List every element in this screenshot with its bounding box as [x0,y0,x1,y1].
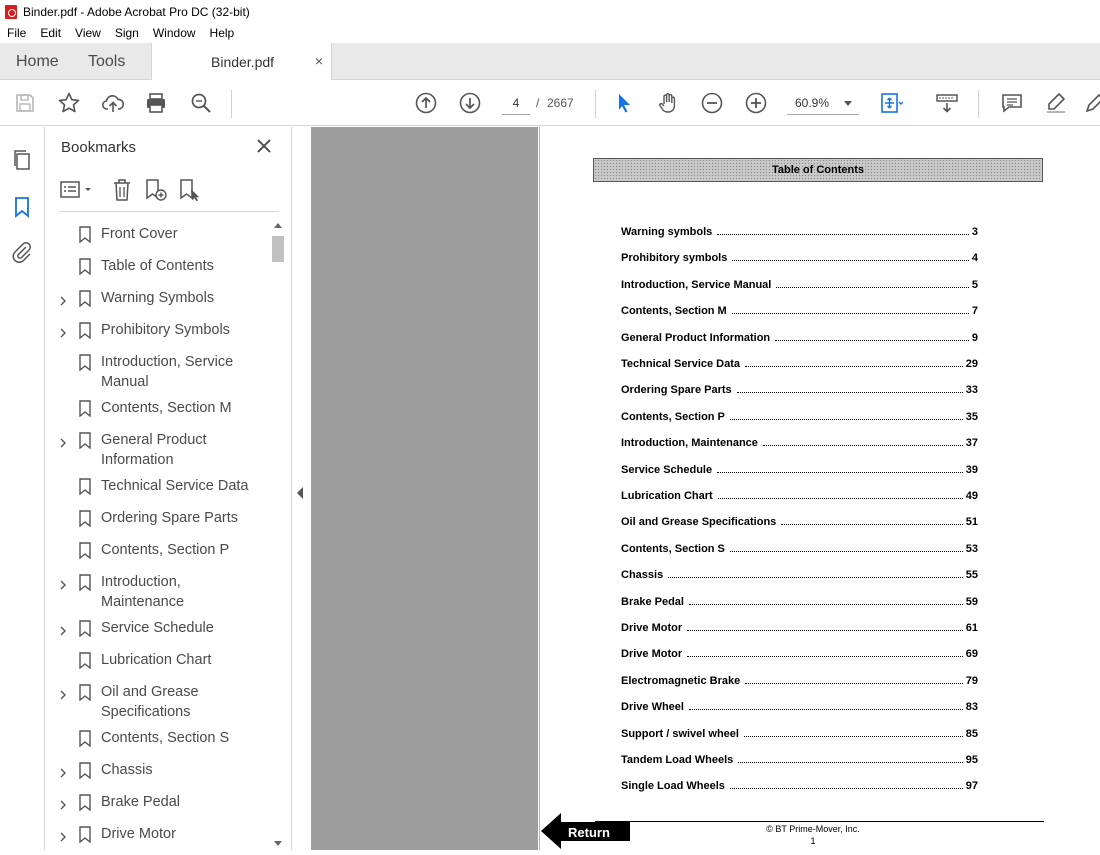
upload-cloud-icon[interactable] [100,90,126,116]
pages-icon[interactable] [10,148,34,172]
toc-entry-title: Contents, Section P [621,411,725,423]
toc-entry-title: Prohibitory symbols [621,252,728,264]
toc-leader [687,656,963,657]
toc-leader [781,524,962,525]
toc-entry[interactable] [621,673,978,687]
delete-bookmark-icon[interactable] [109,177,135,203]
footer-company: © BT Prime-Mover, Inc. [766,824,860,834]
toc-entry-page: 83 [965,701,978,713]
toc-entry-page: 69 [965,648,978,660]
menu-window[interactable]: Window [152,26,196,40]
toc-entry[interactable] [621,620,978,634]
chevron-right-icon[interactable] [58,797,68,807]
toc-entry[interactable] [621,277,978,291]
toc-leader [763,445,963,446]
toc-entry-page: 33 [965,384,978,396]
toc-leader [732,260,969,261]
close-tab-icon[interactable]: × [314,53,323,69]
page-down-icon[interactable] [457,90,483,116]
toc-entry-page: 79 [965,675,978,687]
menu-view[interactable]: View [75,26,101,40]
toc-entry-page: 4 [971,252,978,264]
bookmark-search-icon[interactable] [177,177,203,203]
page-up-icon[interactable] [413,90,439,116]
toc-entry[interactable] [621,435,978,449]
toc-entry[interactable] [621,330,978,344]
divider [59,211,279,212]
toc-entry-page: 59 [965,596,978,608]
bookmark-label: Technical Service Data [101,478,249,494]
return-button[interactable] [541,812,631,850]
bookmark-icon [79,322,91,339]
toc-entry[interactable] [621,699,978,713]
toc-entry-title: Contents, Section S [621,543,725,555]
toc-entry[interactable] [621,646,978,660]
toc-entry[interactable] [621,752,978,766]
toc-leader [718,498,963,499]
toc-entry-page: 53 [965,543,978,555]
toc-entry-title: Contents, Section M [621,305,727,317]
bookmark-icon [79,574,91,591]
toc-entry[interactable] [621,382,978,396]
chevron-down-icon [844,101,852,106]
toc-entry-page: 35 [965,411,978,423]
bookmark-label: Front Cover [101,226,178,242]
menu-bar [0,23,1100,43]
zoom-search-icon[interactable] [188,90,214,116]
toc-entry-title: Warning symbols [621,226,713,238]
bookmark-label: Table of Contents [101,258,214,274]
bookmark-icon [79,730,91,747]
bookmark-label: Oil and Grease Specifications [101,684,199,720]
bookmark-label: Contents, Section S [101,730,230,746]
bookmark-label: Prohibitory Symbols [101,322,230,338]
toc-entry-page: 51 [965,516,978,528]
bookmark-icon [79,620,91,637]
toc-entry-page: 97 [965,780,978,792]
toc-entry-title: Drive Wheel [621,701,684,713]
bookmark-label: Ordering Spare Parts [101,510,239,526]
toc-leader [717,234,969,235]
toc-entry-title: Service Schedule [621,464,713,476]
bookmark-label: General Product Information [101,432,207,468]
toc-leader [687,630,963,631]
toc-entry-title: Introduction, Service Manual [621,279,772,291]
toc-entry-page: 3 [971,226,978,238]
select-arrow-icon[interactable] [611,90,637,116]
bookmark-icon [79,794,91,811]
toc-leader [730,551,963,552]
bookmark-icon [79,684,91,701]
toc-entry-title: Lubrication Chart [621,490,713,502]
toc-leader [717,472,963,473]
bookmark-label: Warning Symbols [101,290,215,306]
highlight-pen-icon[interactable] [1043,90,1069,116]
toc-entry-page: 5 [971,279,978,291]
chevron-right-icon[interactable] [58,623,68,633]
toc-header-box [593,158,1043,182]
toc-entry[interactable] [621,778,978,792]
tab-tools[interactable]: Tools [88,52,126,70]
page-separator: / [536,96,540,110]
toc-entry-page: 37 [965,437,978,449]
toc-entry-page: 49 [965,490,978,502]
toc-leader [730,788,963,789]
toc-leader [776,287,969,288]
navigation-rail [0,127,45,850]
toc-entry-title: Tandem Load Wheels [621,754,734,766]
zoom-dropdown[interactable] [787,91,859,115]
toc-entry-title: Ordering Spare Parts [621,384,732,396]
toc-entry-title: Support / swivel wheel [621,728,739,740]
bookmark-icon [79,478,91,495]
bookmark-list [45,219,270,850]
tab-home[interactable]: Home [16,52,59,70]
toc-entry-title: Drive Motor [621,648,683,660]
bookmark-label: Introduction, Maintenance [101,574,185,610]
toc-entry-title: Technical Service Data [621,358,741,370]
save-icon[interactable] [12,90,38,116]
bookmarks-toolbar [59,177,279,203]
window-title: Binder.pdf - Adobe Acrobat Pro DC (32-bit) [23,4,250,19]
scroll-thumb[interactable] [272,236,284,262]
bookmark-icon[interactable] [10,195,34,219]
acrobat-app-icon [5,5,17,19]
zoom-value: 60.9% [795,96,830,110]
toc-entry-title: Chassis [621,569,664,581]
toc-entry-page: 95 [965,754,978,766]
toc-entry-page: 55 [965,569,978,581]
toc-leader [744,736,963,737]
toc-entry-page: 7 [971,305,978,317]
zoom-in-icon[interactable] [743,90,769,116]
menu-sign[interactable]: Sign [114,26,139,40]
print-icon[interactable] [143,90,169,116]
toc-entry-title: General Product Information [621,332,771,344]
bookmark-icon [79,258,91,275]
paperclip-icon[interactable] [10,240,34,264]
toolbar-divider [595,90,596,118]
bookmark-label: Brake Pedal [101,794,180,810]
menu-file[interactable]: File [7,26,27,40]
menu-edit[interactable]: Edit [40,26,62,40]
bookmarks-title: Bookmarks [61,139,137,156]
menu-help[interactable]: Help [209,26,235,40]
fit-page-icon[interactable] [878,90,904,116]
toc-entry[interactable] [621,726,978,740]
bookmark-icon [79,542,91,559]
chevron-right-icon[interactable] [58,293,68,303]
toc-entry[interactable] [621,541,978,555]
toc-leader [689,709,963,710]
tab-document-label: Binder.pdf [211,54,275,70]
toc-leader [738,762,962,763]
toc-leader [668,577,963,578]
toc-leader [689,604,963,605]
chevron-right-icon[interactable] [58,829,68,839]
return-button-label: Return [568,825,610,840]
toc-leader [775,340,969,341]
toc-leader [737,392,963,393]
hand-icon[interactable] [655,90,681,116]
toc-entry[interactable] [621,250,978,264]
toc-leader [732,313,969,314]
scroll-down-icon[interactable] [274,841,282,846]
toolbar-divider [978,90,979,118]
chevron-right-icon[interactable] [58,765,68,775]
toc-entry-title: Single Load Wheels [621,780,725,792]
toc-entry[interactable] [621,488,978,502]
toc-entry[interactable] [621,567,978,581]
toc-leader [745,366,963,367]
toc-entry-title: Brake Pedal [621,596,684,608]
chevron-right-icon[interactable] [58,325,68,335]
bookmarks-panel [45,127,292,850]
bookmark-icon [79,226,91,243]
scroll-mode-icon[interactable] [934,90,960,116]
title-bar [0,0,1100,23]
bookmark-icon [79,432,91,449]
bookmarks-scrollbar[interactable] [271,219,285,850]
toolbar-divider [231,90,232,118]
star-icon[interactable] [56,90,82,116]
bookmark-icon [79,826,91,843]
previous-page-area [311,127,538,850]
bookmark-icon [79,400,91,417]
toc-entry[interactable] [621,409,978,423]
bookmark-label: Contents, Section P [101,542,230,558]
toc-entry[interactable] [621,356,978,370]
chevron-right-icon[interactable] [58,687,68,697]
close-icon[interactable] [255,137,273,155]
toc-entry[interactable] [621,462,978,476]
collapse-panel-icon[interactable] [295,484,305,502]
bookmark-icon [79,762,91,779]
toc-entry-title: Drive Motor [621,622,683,634]
tab-bar [0,43,1100,80]
toc-leader [745,683,963,684]
chevron-right-icon[interactable] [58,577,68,587]
toc-entry[interactable] [621,514,978,528]
bookmark-icon [79,354,91,371]
bookmark-label: Lubrication Chart [101,652,212,668]
zoom-out-icon[interactable] [699,90,725,116]
tab-document[interactable] [151,43,332,81]
toc-entry-page: 9 [971,332,978,344]
page-total: 2667 [547,96,574,110]
toc-entry-title: Introduction, Maintenance [621,437,758,449]
toc-entry-page: 61 [965,622,978,634]
bookmark-label: Service Schedule [101,620,214,636]
toc-entry[interactable] [621,594,978,608]
bookmark-options-icon[interactable] [59,177,95,203]
toc-entry[interactable] [621,303,978,317]
toc-entry-title: Electromagnetic Brake [621,675,741,687]
bookmark-icon [79,290,91,307]
bookmark-label: Chassis [101,762,153,778]
toc-entry-page: 29 [965,358,978,370]
page-number-input[interactable] [502,91,530,115]
toc-title: Table of Contents [771,164,865,176]
bookmark-label: Contents, Section M [101,400,232,416]
new-bookmark-icon[interactable] [143,177,169,203]
bookmark-icon [79,652,91,669]
toc-entry-page: 39 [965,464,978,476]
bookmark-label: Introduction, Service Manual [101,354,234,390]
draw-pen-icon[interactable] [1080,90,1100,116]
comment-icon[interactable] [999,90,1025,116]
toc-entry-page: 85 [965,728,978,740]
toc-entry[interactable] [621,224,978,238]
toc-leader [730,419,963,420]
toc-entry-title: Oil and Grease Specifications [621,516,777,528]
scroll-up-icon[interactable] [274,223,282,228]
footer-page-number: 1 [810,836,816,846]
chevron-right-icon[interactable] [58,435,68,445]
footer-rule [595,821,1044,822]
bookmark-icon [79,510,91,527]
bookmark-label: Drive Motor [101,826,176,842]
